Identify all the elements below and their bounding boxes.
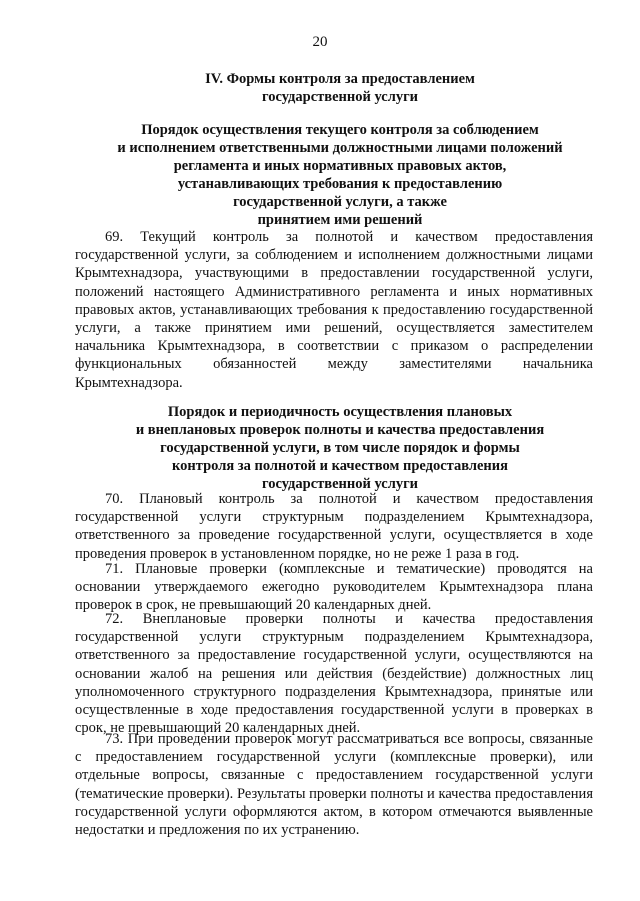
paragraph-70: 70. Плановый контроль за полнотой и качеством предоставления государственной услуги структурным подразделением Крымтехнадзора, ответственного за проведение государственной услуги, осуществляется в ходе проведения проверок в установленном порядке, но не реже 1 раза в год. <box>75 491 593 562</box>
section-title-line: IV. Формы контроля за предоставлением <box>205 71 475 87</box>
subsection-title-line: регламента и иных нормативных правовых актов, <box>173 158 507 174</box>
subsection-title-current-control <box>60 121 620 229</box>
subsection-title-line: государственной услуги, а также <box>233 194 447 210</box>
subsection-title-line: и исполнением ответственными должностными лицами положений <box>117 140 563 156</box>
subsection-title-line: и внеплановых проверок полноты и качества предоставления <box>135 422 545 438</box>
subsection-title-line: устанавливающих требования к предоставлению <box>177 176 503 192</box>
subsection-title-inspections <box>60 403 620 493</box>
subsection-title-line: государственной услуги, в том числе порядок и формы <box>160 440 520 456</box>
page-number: 20 <box>312 34 328 50</box>
section-title-line: государственной услуги <box>261 89 419 105</box>
subsection-title-line: контроля за полнотой и качеством предоставления <box>172 458 508 474</box>
paragraph-72: 72. Внеплановые проверки полноты и качества предоставления государственной услуги структурным подразделением Крымтехнадзора, ответственного за предоставление государственной услуги, осуществляются на основании жалоб на решения или действия (бездействие) должностных лиц уполномоченного структурного подразделения Крымтехнадзора, принятые или осуществленные в ходе предоставления государственной услуги в проверках в срок, не превышающий 20 календарных дней. <box>75 611 593 737</box>
subsection-title-line: принятием ими решений <box>257 212 423 228</box>
subsection-title-line: Порядок осуществления текущего контроля за соблюдением <box>141 122 539 138</box>
paragraph-69: 69. Текущий контроль за полнотой и качеством предоставления государственной услуги, за соблюдением и исполнением должностными лицами Крымтехнадзора, участвующими в предоставлении государственной услуги, положений настоящего Административного регламента и иных нормативных правовых актов, устанавливающих требования к предоставлению государственной услуги, а также принятием ими решений, осуществляется заместителем начальника Крымтехнадзора, в соответствии с приказом о распределении функциональных обязанностей между заместителями начальника Крымтехнадзора. <box>75 229 593 391</box>
section-title <box>60 70 620 106</box>
paragraph-71: 71. Плановые проверки (комплексные и тематические) проводятся на основании утверждаемого ежегодно руководителем Крымтехнадзора плана проверок в срок, не превышающий 20 календарных дней. <box>75 561 593 614</box>
subsection-title-line: государственной услуги <box>261 476 419 492</box>
paragraph-73: 73. При проведении проверок могут рассматриваться все вопросы, связанные с предоставлением государственной услуги (комплексные проверки), или отдельные вопросы, связанные с предоставлением государственной услуги (тематические проверки). Результаты проверки полноты и качества предоставления государственной услуги оформляются актом, в котором отмечаются выявленные недостатки и предложения по их устранению. <box>75 731 593 839</box>
subsection-title-line: Порядок и периодичность осуществления плановых <box>167 404 513 420</box>
